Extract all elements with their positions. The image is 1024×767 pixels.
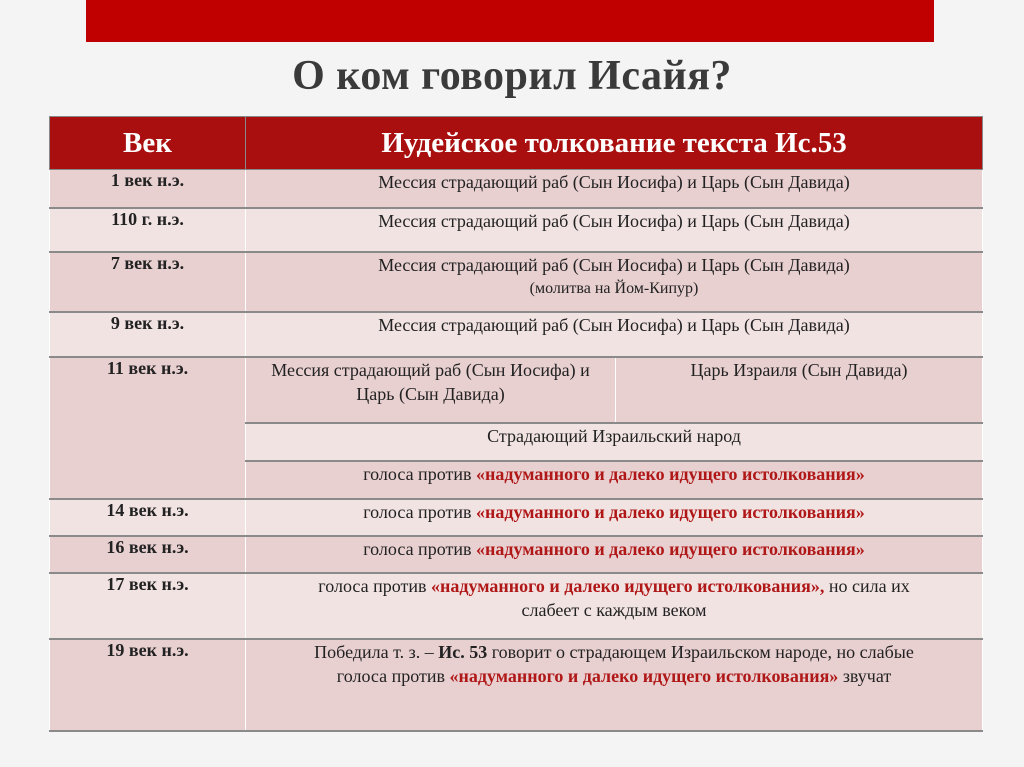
voices-prefix: голоса против [363,538,476,559]
header-century: Век [50,117,246,170]
table-row [50,536,983,573]
table-row [50,170,983,208]
century-cell: 7 век н.э. [50,252,246,312]
interpretation-cell [246,461,983,499]
interpretation-cell [246,639,983,731]
table-row [50,357,983,423]
voices-prefix: голоса против [363,501,476,522]
century-cell: 1 век н.э. [50,170,246,208]
interpretation-cell: Мессия страдающий раб (Сын Иосифа) и Царь (Сын Давида) [246,170,983,208]
table-row [50,312,983,357]
interpretation-cell: Страдающий Израильский народ [246,423,983,461]
interpretation-note: (молитва на Йом-Кипур) [529,279,699,297]
voices-prefix: голоса против [363,463,476,484]
voices-prefix: голоса против [318,575,432,596]
interpretation-cell: Мессия страдающий раб (Сын Иосифа) и Царь (Сын Давида) [246,208,983,252]
table-row [50,639,983,731]
interpretation-cell: Мессия страдающий раб (Сын Иосифа) и Царь (Сын Давида) [246,312,983,357]
interpretation-table [49,116,983,732]
century-cell: 110 г. н.э. [50,208,246,252]
table-row [50,499,983,536]
page-title: О ком говорил Исайя? [292,53,732,99]
interpretation-cell [246,573,983,639]
top-accent-bar [86,0,934,42]
interpretation-cell [246,536,983,573]
century-cell: 19 век н.э. [50,639,246,731]
voices-quote: «надуманного и далеко идущего истолкования» [475,501,865,522]
interpretation-text: Мессия страдающий раб (Сын Иосифа) и Царь (Сын Давида) [378,254,850,275]
century-cell: 17 век н.э. [50,573,246,639]
header-interpretation: Иудейское толкование текста Ис.53 [246,117,983,170]
table-row [50,252,983,312]
table-row [50,208,983,252]
century-cell: 9 век н.э. [50,312,246,357]
voices-suffix: но сила их слабеет с каждым веком [521,575,910,620]
voices-quote: «надуманного и далеко идущего истолкования» [475,463,865,484]
conclusion-part1: Победила т. з. – [314,641,439,662]
table-row [50,573,983,639]
voices-quote: «надуманного и далеко идущего истолкования» [449,665,839,686]
voices-quote: «надуманного и далеко идущего истолкования», [431,575,825,596]
century-cell: 11 век н.э. [50,357,246,499]
interpretation-cell-left: Мессия страдающий раб (Сын Иосифа) и Царь (Сын Давида) [246,357,616,423]
conclusion-bold: Ис. 53 [438,641,488,662]
century-cell: 14 век н.э. [50,499,246,536]
conclusion-part3: звучат [838,665,892,686]
interpretation-cell-right: Царь Израиля (Сын Давида) [616,357,983,423]
interpretation-cell [246,252,983,312]
interpretation-cell [246,499,983,536]
conclusion-part2: говорит о страдающем Израильском народе, но слабые голоса против [336,641,914,686]
voices-quote: «надуманного и далеко идущего истолкования» [475,538,865,559]
table-header-row [50,117,983,170]
century-cell: 16 век н.э. [50,536,246,573]
